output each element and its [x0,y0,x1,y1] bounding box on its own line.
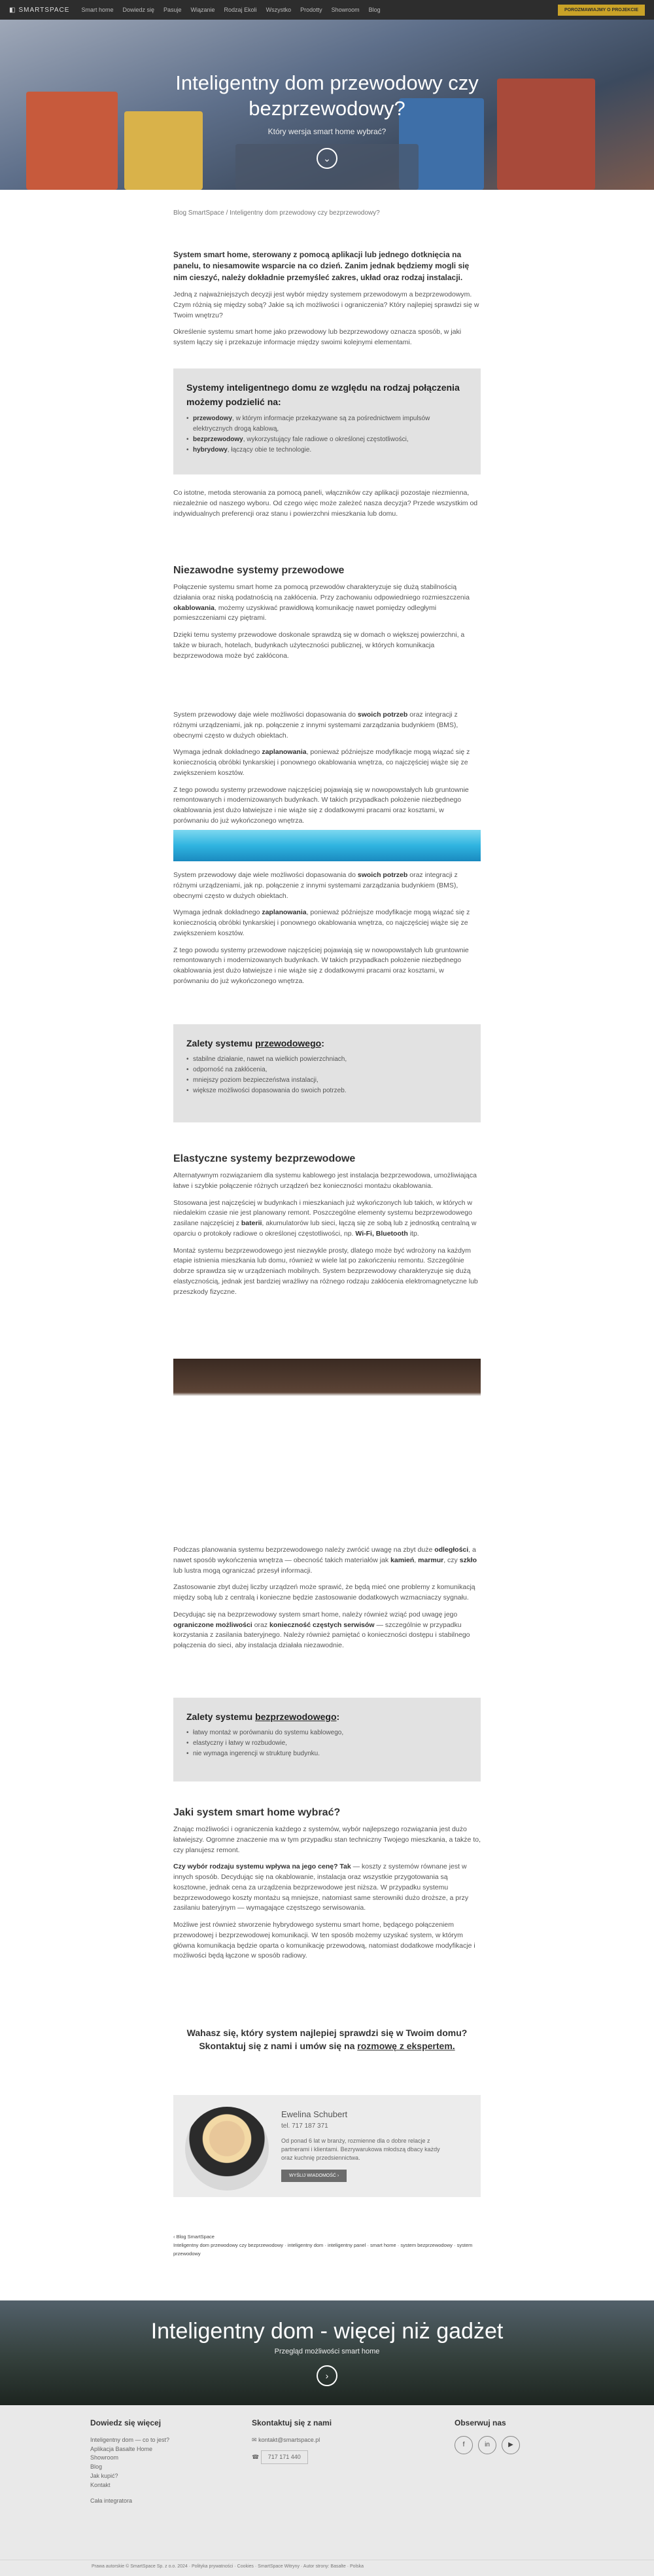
paragraph: Zastosowanie zbyt dużej liczby urządzeń może sprawić, że będą mieć one problemy z komunikacją między sobą lub z centralą i konieczne będzie zastosowanie dodatkowych wzmacniaczy sygnału. [173,1583,475,1601]
send-message-button[interactable]: WYŚLIJ WIADOMOŚĆ › [281,2170,347,2182]
logo[interactable]: ◧ SMARTSPACE [9,6,70,14]
list-item: • hybrydowy, łączący obie te technologie. [186,445,468,456]
nav-item[interactable]: Smart home [81,7,114,13]
contact-headline: Wahasz się, który system najlepiej sprawdzi się w Twoim domu? Skontaktuj się z nami i umów się na rozmowę z ekspertem. [186,2028,468,2051]
paragraph: Podczas planowania systemu bezprzewodowego należy zwrócić uwagę na zbyt duże odległości, a nawet sposób wykończenia wnętrza — obecność takich materiałów jak kamień, marmur, czy szkło lub lustra mogą ograniczać przesył informacji. [173,1546,477,1575]
chevron-right-icon[interactable]: › [317,2365,337,2386]
list-item: • stabilne działanie, nawet na wielkich powierzchniach, [186,1054,468,1065]
tag[interactable]: system przewodowy [173,2242,473,2257]
list-item: • bezprzewodowy, wykorzystujący fale radiowe o określonej częstotliwości, [186,435,468,445]
wireless-section-cont [173,1545,481,1658]
paragraph-block [173,488,481,526]
choose-section [173,1805,481,1968]
expert-name: Ewelina Schubert [281,2109,348,2119]
tag-list: Inteligentny dom przewodowy czy bezprzewodowy · inteligentny dom · inteligentny panel · smart home · system bezprzewodowy · system przewodowy [173,2242,473,2257]
footer-link[interactable]: Aplikacja Basalte Home [90,2445,153,2452]
lead-paragraph: System smart home, sterowany z pomocą aplikacji lub jednego dotknięcia na panelu, to niesamowite wsparcie na co dzień. Zanim jednak będziemy mogli się nim cieszyć, należy dokładnie przemyśleć zakres, układ oraz rodzaj instalacji. [173,250,470,282]
contact-cta-button[interactable]: POROZMAWIAJMY O PROJEKCIE [558,5,645,16]
footer-link[interactable]: Inteligentny dom — co to jest? [90,2436,170,2443]
section-heading: Niezawodne systemy przewodowe [173,565,345,576]
list-item: • odporność na zakłócenia, [186,1065,468,1075]
footer-phone[interactable]: 717 171 440 [261,2450,308,2465]
scroll-down-icon[interactable]: ⌄ [317,148,337,169]
paragraph: Jedną z najważniejszych decyzji jest wybór między systemem przewodowym a bezprzewodowym. Czym różnią się między sobą? Jakie są ich możliwości i ograniczenia? Który najlepiej sprawdzi się w Twoim wnętrzu? [173,291,479,319]
footer-link[interactable]: Blog [90,2463,103,2471]
banner-title: Inteligentny dom - więcej niż gadżet [150,2319,504,2344]
paragraph: Wymaga jednak dokładnego zaplanowania, ponieważ późniejsze modyfikacje mogą wiązać się z koniecznością obróbki tynkarskiej i ponownego okablowania wnętrza, co najczęściej wiąże się ze zwiększeniem kosztów. [173,748,470,777]
nav-item[interactable]: Blog [368,7,381,13]
wired-section [173,563,481,668]
system-types-box [173,368,481,474]
breadcrumb[interactable]: Blog SmartSpace / Inteligentny dom przewodowy czy bezprzewodowy? [173,209,380,217]
wired-section-cont [173,710,481,825]
interior-photo [173,1359,481,1546]
paragraph: System przewodowy daje wiele możliwości dopasowania do swoich potrzeb oraz integracji z różnymi urządzeniami, jak np. połączenie z innymi systemami zarządzania budynkiem (BMS), obecnymi często w dużych obiektach. [173,711,458,740]
paragraph: Czy wybór rodzaju systemu wpływa na jego cenę? Tak — koszty z systemów równane jest w innych sposób. Decydując się na okablowanie, instalacja oraz wszystkie przygotowania są kosztowne, jednak cena za urządzenia bezprzewodowe jest niższa. W przypadku systemu bezprzewodowego koszty montażu są mniejsze, natomiast same sterowniki dużo droższe, a przy zasilaniu bateryjnym — wymagające częstszego serwisowania. [173,1863,469,1912]
tag[interactable]: inteligentny dom [287,2242,324,2248]
nav-item[interactable]: Prodotty [300,7,322,13]
nav-item[interactable]: Wiązanie [190,7,215,13]
nav-menu [81,7,558,13]
tags [173,2233,481,2258]
paragraph: Określenie systemu smart home jako przewodowy lub bezprzewodowy oznacza sposób, w jaki system łączy się i przekazuje informacje między swoimi kolejnymi elementami. [173,328,462,347]
paragraph: Decydując się na bezprzewodowy system smart home, należy również wziąć pod uwagę jego ograniczone możliwości oraz konieczność częstych serwisów — szczególnie w przypadku korzystania z zasilania bateryjnego. Należy również pamiętać o konieczności dostępu i stabilnego połączenia do sieci, aby instalacja działała niezawodnie. [173,1610,470,1649]
phone-icon: ☎ [252,2453,260,2460]
expert-contact-card [173,2095,481,2197]
footer-contact [252,2417,332,2464]
box-title: Zalety systemu przewodowego: [186,1038,324,1048]
back-to-blog-link[interactable]: ‹ Blog SmartSpace [173,2234,215,2240]
page-subtitle: Który wersja smart home wybrać? [267,127,387,136]
footer-heading: Dowiedz się więcej [90,2418,162,2427]
footer-learn-more [90,2417,169,2506]
section-heading: Jaki system smart home wybrać? [173,1807,341,1818]
footer-link[interactable]: Kontakt [90,2482,111,2489]
box-title: Systemy inteligentnego domu ze względu na rodzaj połączenia możemy podzielić na: [186,382,460,408]
tag[interactable]: smart home [370,2242,396,2248]
list-item: • większe możliwości dopasowania do swoich potrzeb. [186,1086,468,1096]
youtube-icon[interactable]: ▶ [502,2436,520,2454]
paragraph: Z tego powodu systemy przewodowe najczęściej pojawiają się w nowopowstałych lub gruntownie remontowanych i modernizowanych budynkach. W takich przypadkach położenie niezbędnego okablowania jest dużo łatwiejsze i nie wiąże się z dodatkowymi pracami oraz kosztami, w porównaniu do już wykończonego wnętrza. [173,946,469,985]
email-icon: ✉ [252,2436,257,2443]
pool-photo [173,830,481,861]
list-item: • nie wymaga ingerencji w strukturę budynku. [186,1749,468,1759]
paragraph: Znając możliwości i ograniczenia każdego z systemów, wybór najlepszego rozwiązania jest dużo łatwiejszy. Ogromne znaczenie ma w tym przypadku stan techniczny Twojego mieszkania, a także to, czy planujesz remont. [173,1825,481,1854]
footer-bottom-bar: Prawa autorskie © SmartSpace Sp. z o.o. 2024 · Polityka prywatności · Cookies · SmartSpace Witryny · Autor strony: Basalte · Polska [0,2560,654,2573]
tag[interactable]: inteligentny panel [327,2242,366,2248]
nav-item[interactable]: Showroom [331,7,360,13]
footer-heading: Skontaktuj się z nami [252,2418,332,2427]
article-intro [173,249,481,355]
footer-link[interactable]: Cała integratora [90,2497,133,2505]
paragraph: Wymaga jednak dokładnego zaplanowania, ponieważ późniejsze modyfikacje mogą wiązać się z koniecznością obróbki tynkarskiej i ponownego okablowania wnętrza, co najczęściej wiąże się ze zwiększeniem kosztów. [173,908,470,937]
footer-link[interactable]: Showroom [90,2454,119,2461]
box-title: Zalety systemu bezprzewodowego: [186,1711,340,1722]
paragraph: Z tego powodu systemy przewodowe najczęściej pojawiają się w nowopowstałych lub gruntownie remontowanych i modernizowanych budynkach. W takich przypadkach położenie niezbędnego okablowania jest dużo łatwiejsze i nie wiąże się z dodatkowymi pracami oraz kosztami, w porównaniu do już wykończonego wnętrza. [173,785,469,825]
list-item: • przewodowy, w którym informacje przekazywane są za pośrednictwem impulsów elektrycznych drogą kablową, [186,414,468,435]
wireless-section [173,1151,481,1304]
expert-description: Od ponad 6 lat w branży, rozmienne dla o dobre relacje z partnerami i klientami. Bezrywarukowa młodszą dbacy każdy oraz kuchnię przedsiennictwa. [281,2138,440,2162]
hero [0,20,654,190]
tag[interactable]: Inteligentny dom przewodowy czy bezprzewodowy [173,2242,283,2248]
logo-icon: ◧ [9,6,16,14]
nav-item[interactable]: Rodzaj Ekoli [224,7,257,13]
paragraph: Połączenie systemu smart home za pomocą przewodów charakteryzuje się dużą stabilnością działania oraz niską podatnością na zakłócenia. Przy zachowaniu odpowiedniego rozmieszczenia okablowania, możemy uzyskiwać prawidłową komunikację nawet pomiędzy odległymi pomieszczeniami czy piętrami. [173,583,470,622]
expert-phone[interactable]: tel. 717 187 371 [281,2122,328,2130]
footer-heading: Obserwuj nas [455,2418,506,2427]
paragraph: Co istotne, metoda sterowania za pomocą paneli, włączników czy aplikacji pozostaje niezmienna, niezależnie od naszego wyboru. Od czego więc może zależeć nasza decyzja? Przede wszystkim od indywidualnych preferencji oraz stanu i powierzchni mieszkania lub domu. [173,489,478,518]
avatar [185,2107,269,2191]
nav-item[interactable]: Pasuje [164,7,182,13]
list-item: • elastyczny i łatwy w rozbudowie, [186,1738,468,1749]
footer-link[interactable]: Jak kupić? [90,2473,118,2480]
facebook-icon[interactable]: f [455,2436,473,2454]
section-heading: Elastyczne systemy bezprzewodowe [173,1153,356,1164]
tag[interactable]: system bezprzewodowy [400,2242,453,2248]
footer-email[interactable]: kontakt@smartspace.pl [258,2436,320,2443]
wireless-advantages-box [173,1698,481,1781]
list-item: • mniejszy poziom bezpieczeństwa instalacji, [186,1075,468,1086]
paragraph: Montaż systemu bezprzewodowego jest niezwykle prosty, dlatego może być wdrożony na każdym etapie istnienia mieszkania lub domu, również w wiele lat po zakończeniu remontu. Szczególnie dobrze sprawdza się w urządzeniach mobilnych. System bezprzewodowy charakteryzuje się dużą elastycznością, jednak jest bardziej wrażliwy na różnego rodzaju zakłócenia elektromagnetyczne lub przeszkody fizyczne. [173,1246,478,1296]
footer-social [455,2417,520,2454]
wired-section-repeat [173,870,481,993]
wired-advantages-box [173,1024,481,1122]
hero-decor [124,111,203,190]
paragraph: Alternatywnym rozwiązaniem dla systemu kablowego jest instalacja bezprzewodowa, umożliwiająca łatwe i szybkie połączenie różnych urządzeń bez konieczności montażu okablowania. [173,1172,477,1190]
paragraph: Dzięki temu systemy przewodowe doskonale sprawdzą się w domach o większej powierzchni, a także w biurach, hotelach, budynkach użyteczności publicznej, w których komunikacja bezprzewodowa może być zakłócona. [173,631,465,660]
nav-item[interactable]: Wszystko [266,7,292,13]
banner-subtitle: Przegląd możliwości smart home [274,2348,380,2355]
nav-item[interactable]: Dowiedz się [122,7,154,13]
footer [0,2405,654,2576]
list-item: • łatwy montaż w porównaniu do systemu kablowego, [186,1728,468,1738]
related-article-banner[interactable] [0,2300,654,2405]
page-title: Inteligentny dom przewodowy czy bezprzewodowy? [175,71,479,120]
top-navigation [0,0,654,20]
paragraph: Stosowana jest najczęściej w budynkach i mieszkaniach już wykończonych lub takich, w których w niedalekim czasie nie jest planowany remont. Poszczególne elementy systemu bezprzewodowego zasilane najczęściej z baterii, akumulatorów lub sieci, łączą się ze sobą lub z jednostką centralną w oparciu o protokoły radiowe o określonej częstotliwości, np. Wi-Fi, Bluetooth itp. [173,1198,477,1238]
paragraph: System przewodowy daje wiele możliwości dopasowania do swoich potrzeb oraz integracji z różnymi urządzeniami, jak np. połączenie z innymi systemami zarządzania budynkiem (BMS), obecnymi często w dużych obiektach. [173,871,458,900]
paragraph: Możliwe jest również stworzenie hybrydowego systemu smart home, będącego połączeniem przewodowej i bezprzewodowej komunikacji. W ten sposób możemy uzyskać system, w którym główna komunikacja będzie oparta o komunikację przewodową, natomiast dodatkowe modyfikacje i możliwości będą łączone w sposób radiowy. [173,1921,475,1960]
linkedin-icon[interactable]: in [478,2436,496,2454]
